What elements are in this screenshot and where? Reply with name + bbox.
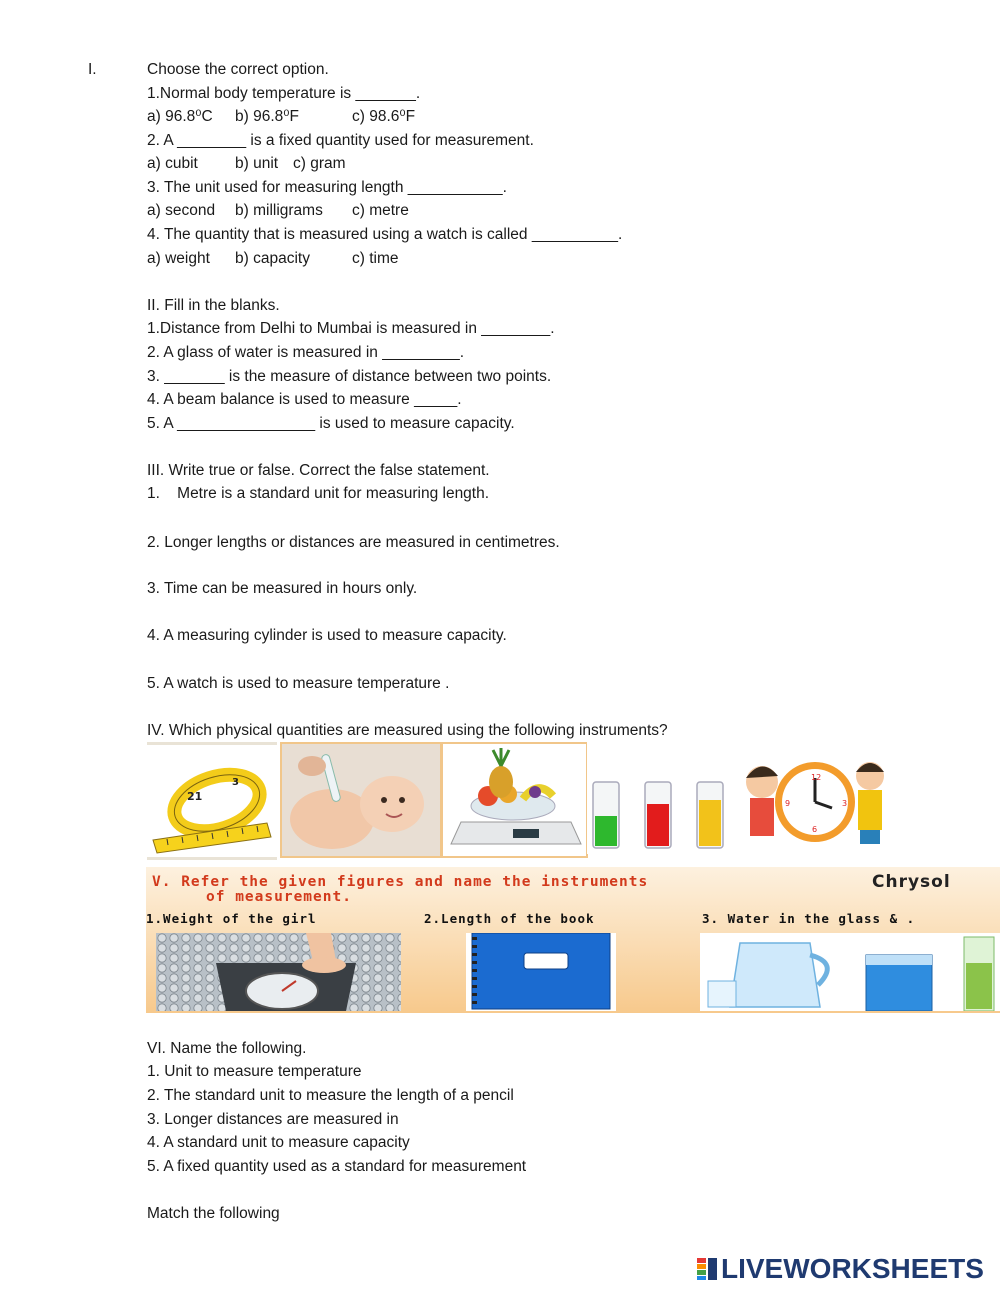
weighing-scale-image (441, 742, 588, 858)
match-heading: Match the following (147, 1205, 280, 1222)
section5-q3: 3. Water in the glass & . (702, 911, 916, 926)
fill-blank-5[interactable]: 5. A ________________ is used to measure capacity. (147, 415, 515, 432)
jug-beaker-image (700, 933, 1000, 1011)
clock-kids-image (740, 742, 889, 854)
name-item-4: 4. A standard unit to measure capacity (147, 1134, 410, 1151)
name-item-2: 2. The standard unit to measure the length of a pencil (147, 1087, 514, 1104)
q3-option-a[interactable]: a) second (147, 202, 216, 219)
question-1-options (147, 107, 415, 127)
chrysol-logo: Chrysol (872, 872, 951, 892)
svg-text:6: 6 (812, 825, 818, 834)
q4-option-c[interactable]: c) time (352, 250, 399, 267)
measuring-tape-image (147, 742, 277, 860)
fill-blank-1[interactable]: 1.Distance from Delhi to Mumbai is measured in ________. (147, 320, 555, 337)
measuring-cylinders-image (587, 742, 737, 854)
q1-option-a[interactable]: a) 96.8⁰C (147, 108, 213, 125)
q3-option-b[interactable]: b) milligrams (235, 202, 323, 219)
section5-q1: 1.Weight of the girl (146, 911, 317, 926)
question-2: 2. A ________ is a fixed quantity used for measurement. (147, 132, 534, 149)
bathroom-scale-image (156, 933, 401, 1011)
q1-option-b[interactable]: b) 96.8⁰F (235, 108, 299, 125)
svg-text:21: 21 (187, 790, 203, 803)
true-false-2: 2. Longer lengths or distances are measured in centimetres. (147, 534, 560, 551)
question-3-options (147, 201, 409, 221)
q2-option-c[interactable]: c) gram (293, 155, 346, 172)
section6-heading: VI. Name the following. (147, 1040, 307, 1057)
section1-heading: Choose the correct option. (147, 61, 329, 78)
baby-thermometer-image (280, 742, 442, 858)
true-false-1: 1. Metre is a standard unit for measuring length. (147, 485, 490, 502)
svg-text:9: 9 (785, 799, 791, 808)
fill-blank-3[interactable]: 3. _______ is the measure of distance between two points. (147, 368, 552, 385)
section-numeral: I. (88, 61, 97, 78)
svg-text:3: 3 (842, 799, 848, 808)
section5-title-line1: V. Refer the given figures and name the instruments (152, 874, 649, 890)
svg-text:12: 12 (811, 773, 822, 782)
instrument-images (147, 742, 889, 854)
section4-heading: IV. Which physical quantities are measured using the following instruments? (147, 722, 668, 739)
name-item-1: 1. Unit to measure temperature (147, 1063, 362, 1080)
question-1: 1.Normal body temperature is _______. (147, 85, 421, 102)
name-item-5: 5. A fixed quantity used as a standard for measurement (147, 1158, 527, 1175)
liveworksheets-wordmark: LIVEWORKSHEETS (721, 1253, 984, 1284)
section5-q2: 2.Length of the book (424, 911, 595, 926)
liveworksheets-mark-icon (697, 1258, 717, 1280)
blue-book-image (466, 933, 626, 1011)
section2-heading: II. Fill in the blanks. (147, 297, 280, 314)
section5-title-line2: of measurement. (206, 889, 352, 905)
section3-heading: III. Write true or false. Correct the false statement. (147, 462, 490, 479)
fill-blank-2[interactable]: 2. A glass of water is measured in _________. (147, 344, 465, 361)
q3-option-c[interactable]: c) metre (352, 202, 409, 219)
q2-option-b[interactable]: b) unit (235, 155, 279, 172)
q4-option-b[interactable]: b) capacity (235, 250, 310, 267)
question-4-options (147, 249, 399, 269)
true-false-3: 3. Time can be measured in hours only. (147, 580, 418, 597)
svg-text:3: 3 (232, 777, 239, 788)
question-2-options (147, 154, 346, 174)
true-false-4: 4. A measuring cylinder is used to measure capacity. (147, 627, 507, 644)
q2-option-a[interactable]: a) cubit (147, 155, 198, 172)
question-4: 4. The quantity that is measured using a watch is called __________. (147, 226, 623, 243)
question-3: 3. The unit used for measuring length ___________. (147, 179, 507, 196)
section5-title (152, 875, 648, 905)
fill-blank-4[interactable]: 4. A beam balance is used to measure _____. (147, 391, 462, 408)
q4-option-a[interactable]: a) weight (147, 250, 210, 267)
true-false-5: 5. A watch is used to measure temperature . (147, 675, 450, 692)
q1-option-c[interactable]: c) 98.6⁰F (352, 108, 416, 125)
name-item-3: 3. Longer distances are measured in (147, 1111, 399, 1128)
section5-banner (146, 867, 1000, 1013)
